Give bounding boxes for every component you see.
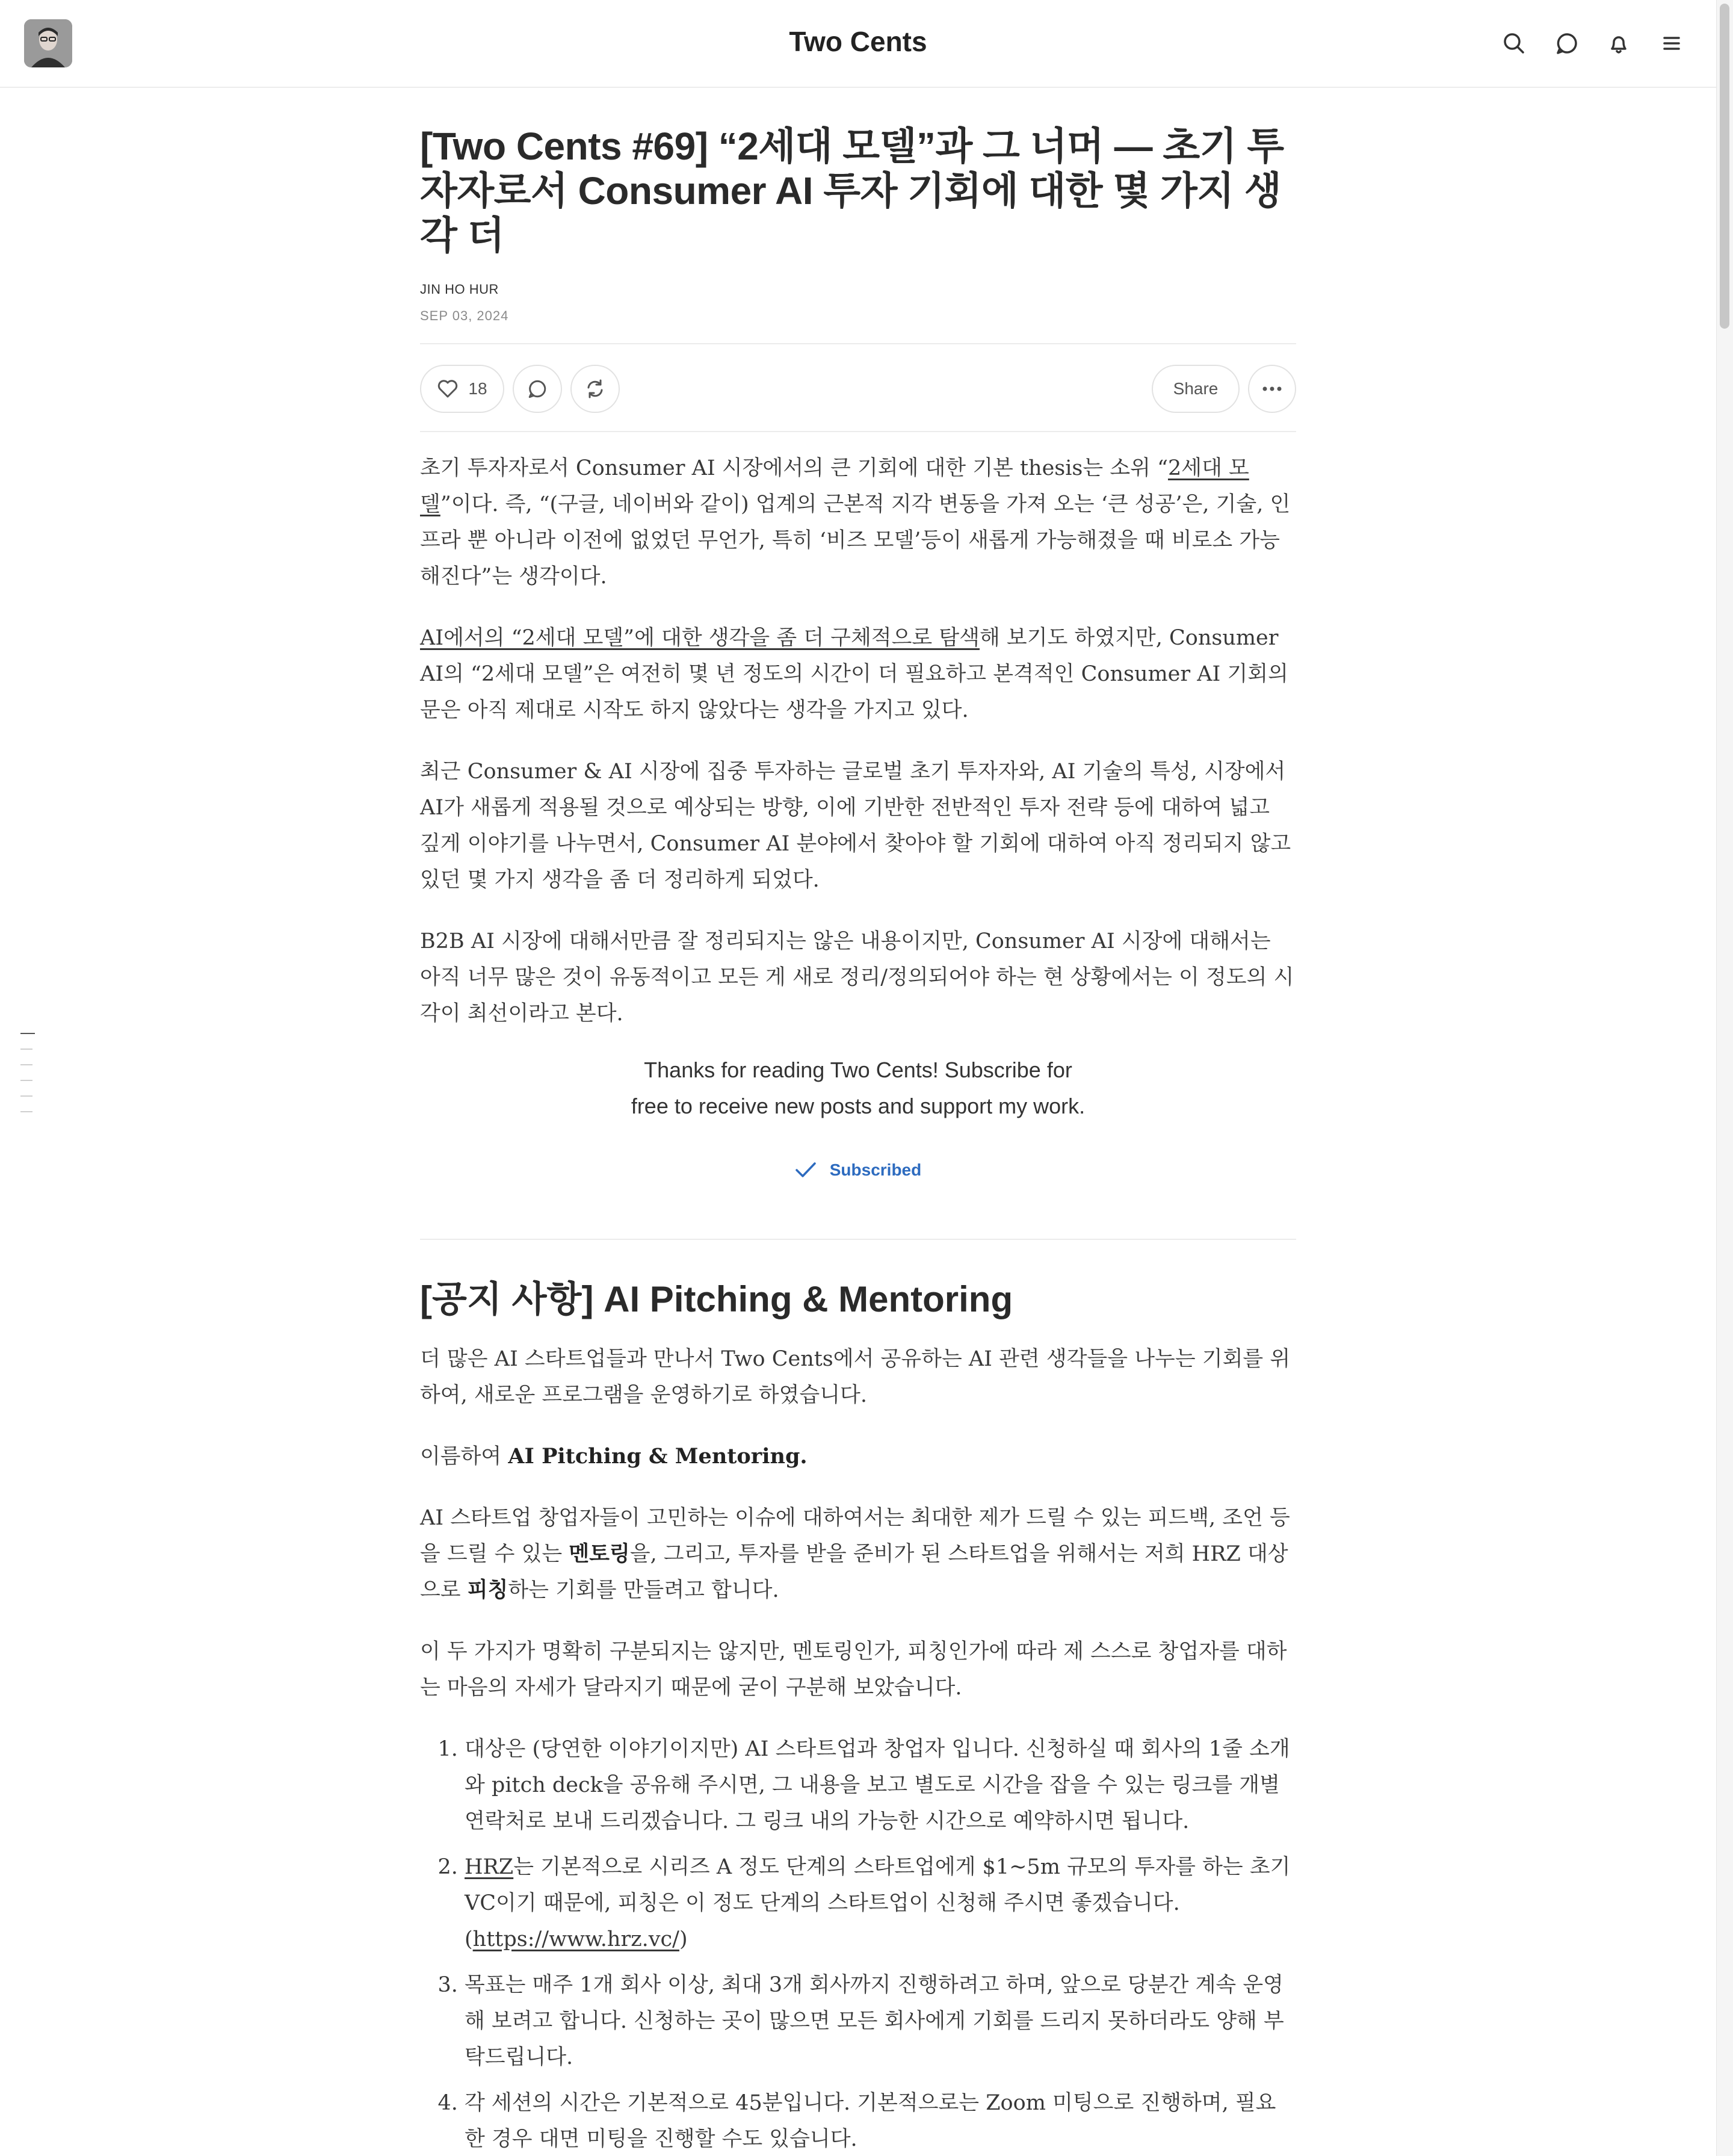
notice-body bbox=[420, 1341, 1296, 2156]
post-title: [Two Cents #69] “2세대 모델”과 그 너머 — 초기 투자자로서 Consumer AI 투자 기회에 대한 몇 가지 생각 더 bbox=[420, 125, 1284, 257]
post-article bbox=[420, 124, 1296, 2156]
notice-list bbox=[420, 1731, 1296, 2156]
comment-icon bbox=[527, 379, 548, 399]
table-of-contents-markers[interactable] bbox=[20, 1033, 35, 1127]
subscribed-status-button[interactable] bbox=[420, 1152, 1296, 1188]
toc-marker[interactable] bbox=[20, 1033, 35, 1034]
paragraph: 초기 투자자로서 Consumer AI 시장에서의 큰 기회에 대한 기본 thesis는 소위 “2세대 모델”이다. 즉, “(구글, 네이버와 같이) 업계의 근본적 지각 변동을 가져 오는 ‘큰 성공’은, 기술, 인프라 뿐 아니라 이전에 없었던 무언가, 특히 ‘비즈 모델’등이 새롭게 가능해졌을 때 비로소 가능해진다”는 생각이다. bbox=[420, 456, 1291, 589]
link-2nd-gen-model[interactable]: 2세대 모델 bbox=[420, 456, 1249, 516]
link-hrz[interactable]: HRZ bbox=[465, 1855, 514, 1879]
restack-icon bbox=[584, 378, 606, 400]
paragraph: 이 두 가지가 명확히 구분되지는 않지만, 멘토링인가, 피칭인가에 따라 제 스스로 창업자를 대하는 마음의 자세가 달라지기 때문에 굳이 구분해 보았습니다. bbox=[420, 1640, 1287, 1700]
paragraph: B2B AI 시장에 대해서만큼 잘 정리되지는 않은 내용이지만, Consumer AI 시장에 대해서는 아직 너무 많은 것이 유동적이고 모든 게 새로 정리/정의되어야 하는 현 상황에서는 이 정도의 시각이 최선이라고 본다. bbox=[420, 929, 1294, 1026]
heart-icon bbox=[437, 378, 459, 400]
toc-marker[interactable] bbox=[20, 1064, 32, 1065]
author-name[interactable]: JIN HO HUR bbox=[420, 282, 499, 297]
search-icon[interactable] bbox=[1498, 28, 1530, 59]
link-hrz-url[interactable]: https://www.hrz.vc/ bbox=[472, 1927, 679, 1951]
like-count: 18 bbox=[468, 379, 487, 398]
chat-icon[interactable] bbox=[1551, 28, 1583, 59]
toc-marker[interactable] bbox=[20, 1049, 32, 1050]
scrollbar-thumb[interactable] bbox=[1720, 4, 1729, 329]
top-bar bbox=[0, 0, 1716, 88]
toc-marker[interactable] bbox=[20, 1095, 32, 1097]
notice-heading: [공지 사항] AI Pitching & Mentoring bbox=[420, 1279, 1013, 1319]
like-button[interactable] bbox=[420, 365, 504, 413]
menu-icon[interactable] bbox=[1656, 28, 1687, 59]
list-item: 4. 각 세션의 시간은 기본적으로 45분입니다. 기본적으로는 Zoom 미팅으로 진행하며, 필요한 경우 대면 미팅을 진행할 수도 있습니다. bbox=[465, 2085, 1296, 2156]
post-body bbox=[420, 450, 1296, 2156]
share-button[interactable]: Share bbox=[1152, 365, 1240, 413]
comment-button[interactable] bbox=[513, 365, 562, 413]
link-ai-2nd-gen-model[interactable]: AI에서의 “2세대 모델”에 대한 생각을 좀 더 구체적으로 탐색 bbox=[420, 626, 980, 650]
subscribe-text-line: free to receive new posts and support my work. bbox=[631, 1094, 1086, 1118]
post-date: SEP 03, 2024 bbox=[420, 308, 509, 323]
paragraph: AI 스타트업 창업자들이 고민하는 이슈에 대하여서는 최대한 제가 드릴 수 있는 피드백, 조언 등을 드릴 수 있는 멘토링을, 그리고, 투자를 받을 준비가 된 스타트업을 위해서는 저희 HRZ 대상으로 피칭하는 기회를 만들려고 합니다. bbox=[420, 1506, 1290, 1602]
list-item: 1. 대상은 (당연한 이야기이지만) AI 스타트업과 창업자 입니다. 신청하실 때 회사의 1줄 소개와 pitch deck을 공유해 주시면, 그 내용을 보고 별도로 시간을 잡을 수 있는 링크를 개별 연락처로 보내 드리겠습니다. 그 링크 내의 가능한 시간으로 예약하시면 됩니다. bbox=[465, 1731, 1296, 1839]
more-button[interactable] bbox=[1248, 365, 1296, 413]
more-icon bbox=[1261, 386, 1283, 392]
subscribed-label: Subscribed bbox=[829, 1160, 922, 1179]
toc-marker[interactable] bbox=[20, 1080, 32, 1081]
paragraph: 이름하여 AI Pitching & Mentoring. bbox=[420, 1444, 808, 1469]
paragraph: AI에서의 “2세대 모델”에 대한 생각을 좀 더 구체적으로 탐색해 보기도 하였지만, Consumer AI의 “2세대 모델”은 여전히 몇 년 정도의 시간이 더 필요하고 본격적인 Consumer AI 기회의 문은 아직 제대로 시작도 하지 않았다는 생각을 가지고 있다. bbox=[420, 626, 1288, 722]
post-actions-bar bbox=[420, 343, 1296, 432]
subscribe-widget bbox=[420, 1052, 1296, 1188]
site-title[interactable]: Two Cents bbox=[789, 26, 927, 57]
list-item: 2. HRZ는 기본적으로 시리즈 A 정도 단계의 스타트업에게 $1~5m 규모의 투자를 하는 초기 VC이기 때문에, 피칭은 이 정도 단계의 스타트업이 신청해 주시면 좋겠습니다. (https://www.hrz.vc/) bbox=[465, 1849, 1296, 1957]
toc-marker[interactable] bbox=[20, 1111, 32, 1112]
list-item: 3. 목표는 매주 1개 회사 이상, 최대 3개 회사까지 진행하려고 하며, 앞으로 당분간 계속 운영해 보려고 합니다. 신청하는 곳이 많으면 모든 회사에게 기회를 드리지 못하더라도 양해 부탁드립니다. bbox=[465, 1967, 1296, 2075]
bell-icon[interactable] bbox=[1603, 28, 1634, 59]
subscribe-text-line: Thanks for reading Two Cents! Subscribe for bbox=[644, 1058, 1072, 1082]
paragraph: 더 많은 AI 스타트업들과 만나서 Two Cents에서 공유하는 AI 관련 생각들을 나누는 기회를 위하여, 새로운 프로그램을 운영하기로 하였습니다. bbox=[420, 1347, 1291, 1407]
check-icon bbox=[795, 1161, 817, 1179]
section-divider bbox=[420, 1239, 1296, 1240]
paragraph: 최근 Consumer & AI 시장에 집중 투자하는 글로벌 초기 투자자와, AI 기술의 특성, 시장에서 AI가 새롭게 적용될 것으로 예상되는 방향, 이에 기반한 전반적인 투자 전략 등에 대하여 넓고 깊게 이야기를 나누면서, Consumer AI 분야에서 찾아야 할 기회에 대하여 아직 정리되지 않고 있던 몇 가지 생각을 좀 더 정리하게 되었다. bbox=[420, 760, 1291, 892]
restack-button[interactable] bbox=[570, 365, 620, 413]
